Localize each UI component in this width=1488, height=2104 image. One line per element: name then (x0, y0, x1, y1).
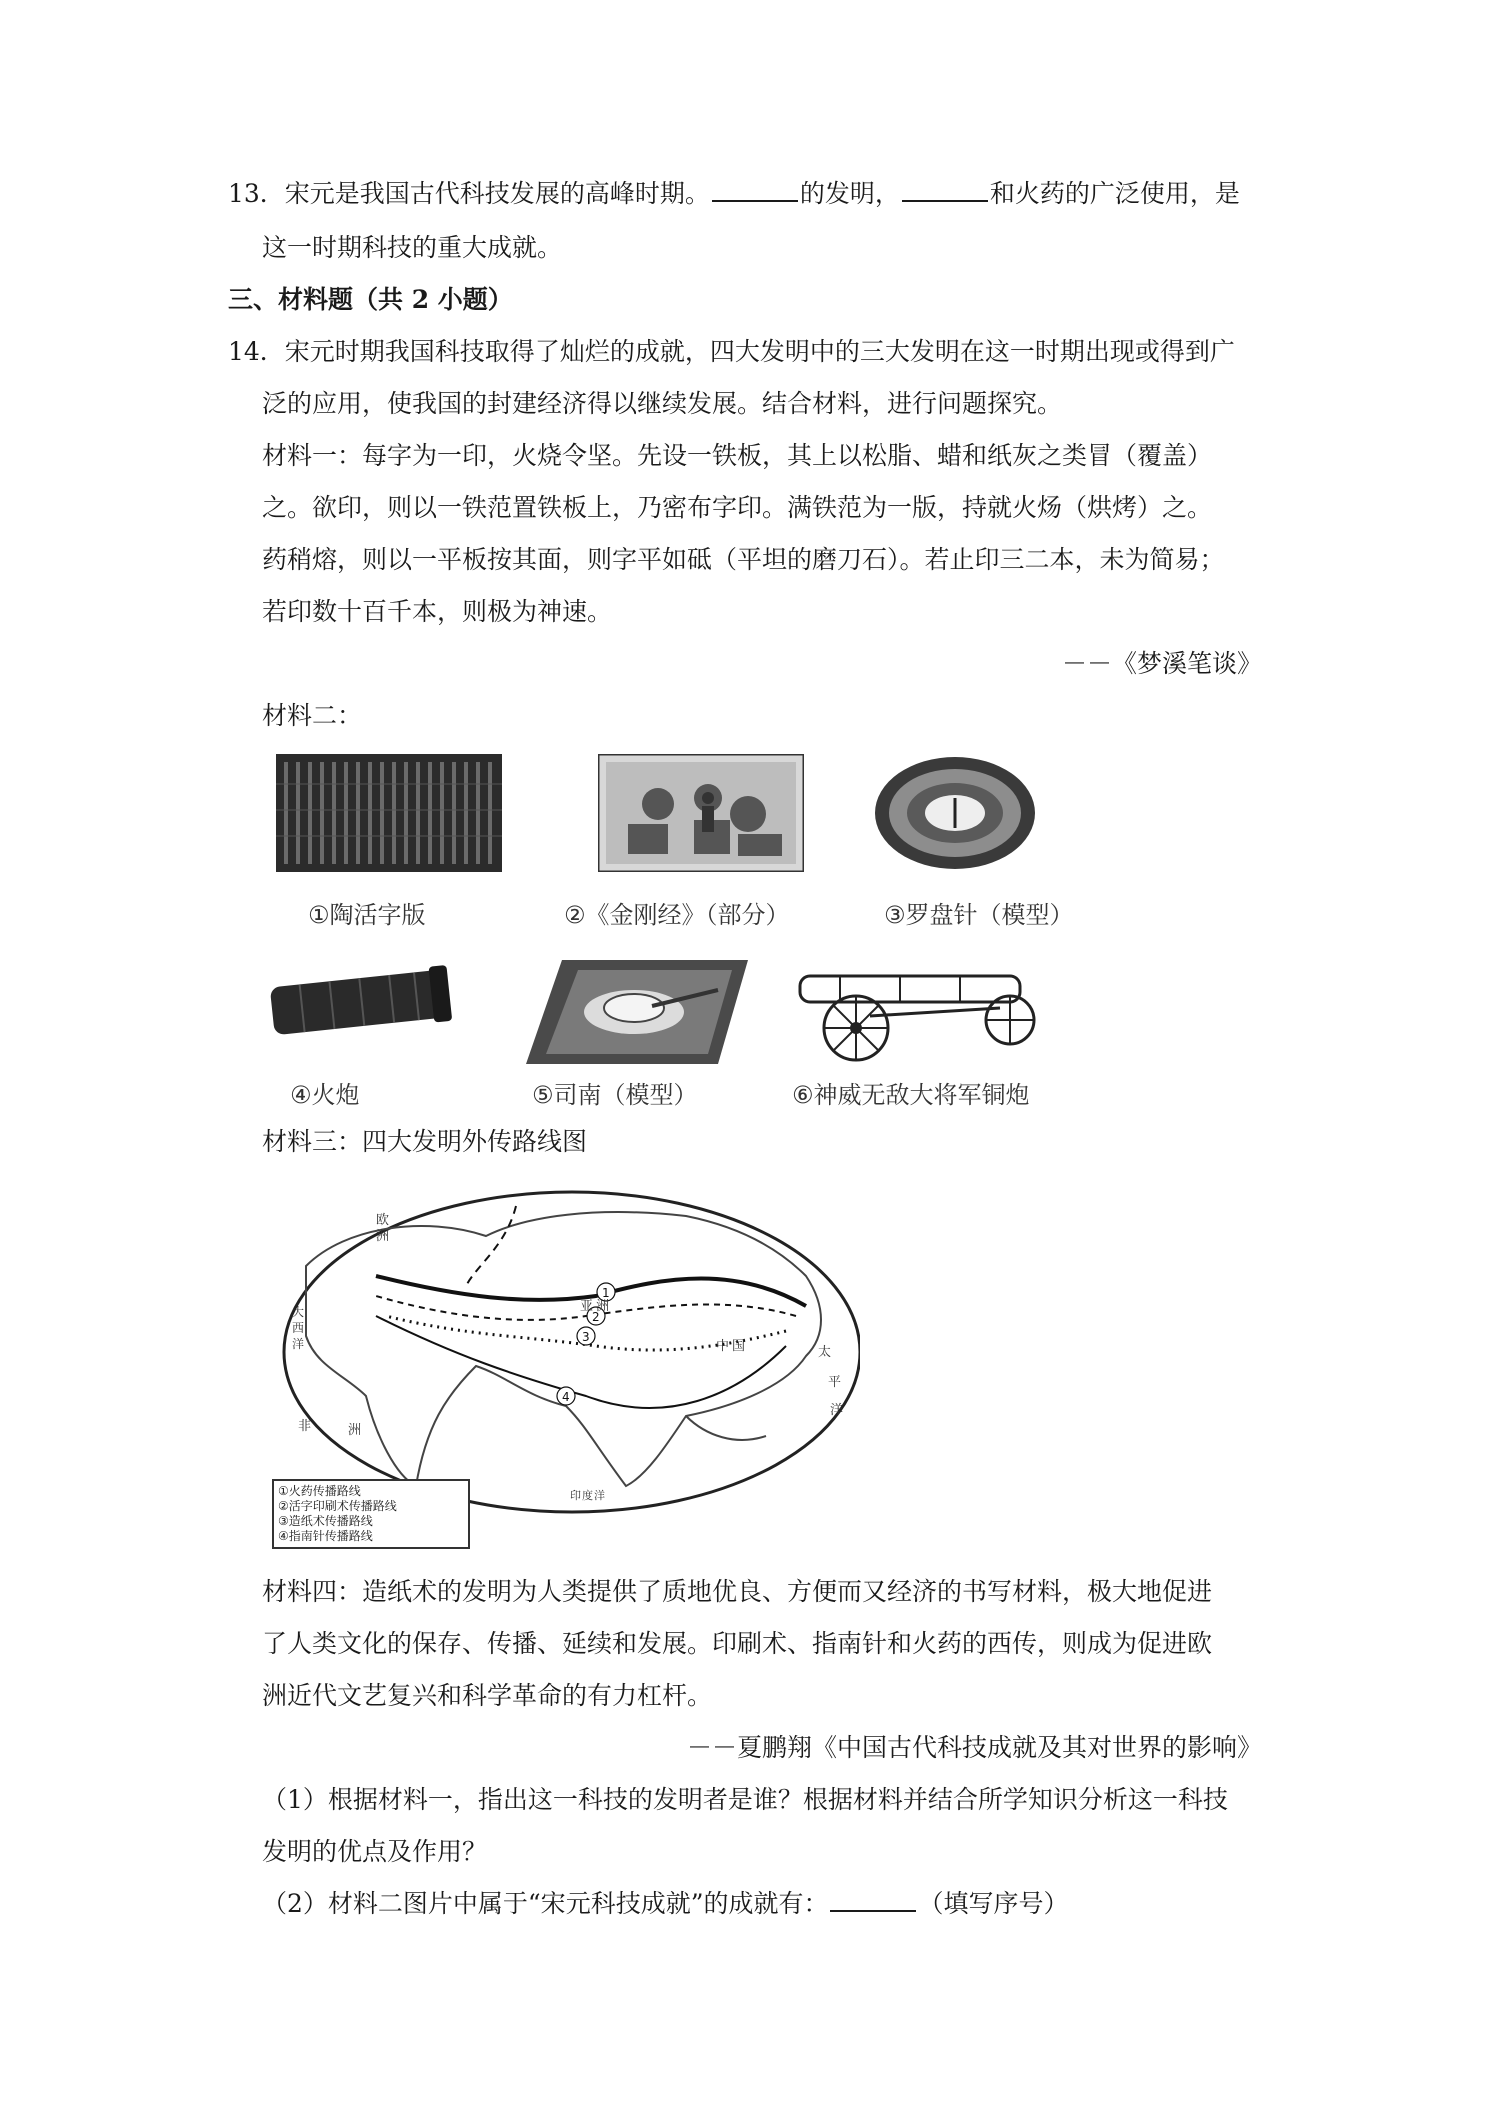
caption-6: ⑥神威无敌大将军铜炮 (792, 1081, 1030, 1109)
legend-printing-route: ②活字印刷术传播路线 (278, 1499, 397, 1513)
caption-4: ④火炮 (290, 1081, 360, 1109)
map-label-asia-1: 亚 (580, 1299, 594, 1314)
material2-label: 材料二： (262, 701, 363, 730)
legend-papermaking-route: ③造纸术传播路线 (278, 1514, 373, 1528)
svg-text:4: 4 (562, 1390, 570, 1404)
material4-line1: 材料四：造纸术的发明为人类提供了质地优良、方便而又经济的书写材料，极大地促进 (262, 1577, 1213, 1606)
map-label-indian-ocean-2: 度 (582, 1489, 593, 1502)
material1-line1: 材料一：每字为一印，火烧令坚。先设一铁板，其上以松脂、蜡和纸灰之类冒（覆盖） (262, 441, 1213, 470)
subq2-line (262, 1888, 1069, 1920)
material4-line2: 了人类文化的保存、传播、延续和发展。印刷术、指南针和火药的西传，则成为促进欧 (262, 1629, 1213, 1658)
svg-text:3: 3 (582, 1330, 590, 1344)
q13-text-a: 13．宋元是我国古代科技发展的高峰时期。 (228, 179, 710, 208)
subq1-line2: 发明的优点及作用？ (262, 1837, 488, 1866)
material4-line3: 洲近代文艺复兴和科学革命的有力杠杆。 (262, 1681, 713, 1710)
caption-5: ⑤司南（模型） (532, 1081, 698, 1109)
map-label-europe-1: 欧 (376, 1213, 390, 1228)
map-label-asia-2: 洲 (596, 1299, 610, 1314)
q13-line2: 这一时期科技的重大成就。 (262, 233, 563, 262)
diamond-sutra-image (598, 754, 804, 872)
caption-1: ①陶活字版 (308, 901, 426, 929)
q14-intro-line2: 泛的应用，使我国的封建经济得以继续发展。结合材料，进行问题探究。 (262, 389, 1063, 418)
map-label-pacific-1: 太 (818, 1345, 832, 1360)
legend-gunpowder-route: ①火药传播路线 (278, 1484, 361, 1498)
material4-source: －－夏鹏翔《中国古代科技成就及其对世界的影响》 (686, 1733, 1262, 1762)
map-label-indian-ocean-3: 洋 (594, 1489, 605, 1502)
map-label-pacific-3: 洋 (830, 1403, 844, 1418)
q13-text-c: 和火药的广泛使用，是 (989, 179, 1240, 208)
material1-line2: 之。欲印，则以一铁范置铁板上，乃密布字印。满铁范为一版，持就火炀（烘烤）之。 (262, 493, 1213, 522)
svg-text:2: 2 (592, 1310, 600, 1324)
caption-3: ③罗盘针（模型） (884, 901, 1074, 929)
tao-movable-type-image (276, 754, 502, 872)
sinan-model-image (522, 956, 752, 1068)
material1-line3: 药稍熔，则以一平板按其面，则字平如砥（平坦的磨刀石）。若止印三二本，未为简易； (262, 545, 1225, 574)
subq2-text-b: （填写序号） (918, 1889, 1069, 1918)
material3-label: 材料三：四大发明外传路线图 (262, 1127, 588, 1156)
map-label-atlantic-1: 大 (292, 1305, 305, 1319)
map-legend (272, 1479, 470, 1549)
map-label-atlantic-3: 洋 (292, 1337, 305, 1351)
map-label-china-1: 中 (716, 1339, 730, 1354)
compass-model-image (872, 754, 1038, 872)
map-label-atlantic-2: 西 (292, 1321, 305, 1335)
material1-source: －－《梦溪笔谈》 (1061, 649, 1262, 678)
material1-line4: 若印数十百千本，则极为神速。 (262, 597, 613, 626)
map-label-pacific-2: 平 (828, 1375, 842, 1390)
bronze-cannon-image (770, 956, 1046, 1066)
huopao-cannon-image (262, 964, 462, 1044)
answer-blank-1[interactable] (712, 178, 798, 202)
map-label-china-2: 国 (732, 1339, 746, 1354)
map-label-indian-ocean-1: 印 (570, 1489, 581, 1502)
subq2-text-a: （2）材料二图片中属于“宋元科技成就”的成就有： (262, 1889, 829, 1918)
answer-blank-2[interactable] (902, 178, 988, 202)
q13-text-b: 的发明， (799, 179, 900, 208)
caption-2: ②《金刚经》（部分） (564, 901, 790, 929)
answer-blank-3[interactable] (830, 1888, 916, 1912)
q14-intro-line1: 14．宋元时期我国科技取得了灿烂的成就，四大发明中的三大发明在这一时期出现或得到广 (228, 337, 1235, 366)
subq1-line1: （1）根据材料一，指出这一科技的发明者是谁？根据材料并结合所学知识分析这一科技 (262, 1785, 1228, 1814)
map-label-africa-1: 非 (298, 1419, 312, 1434)
legend-compass-route: ④指南针传播路线 (278, 1529, 373, 1543)
q13-line1 (228, 178, 1240, 210)
map-label-europe-2: 洲 (376, 1229, 390, 1244)
section-heading: 三、材料题（共 2 小题） (228, 285, 513, 314)
map-label-africa-2: 洲 (348, 1423, 362, 1438)
svg-text:1: 1 (602, 1286, 610, 1300)
